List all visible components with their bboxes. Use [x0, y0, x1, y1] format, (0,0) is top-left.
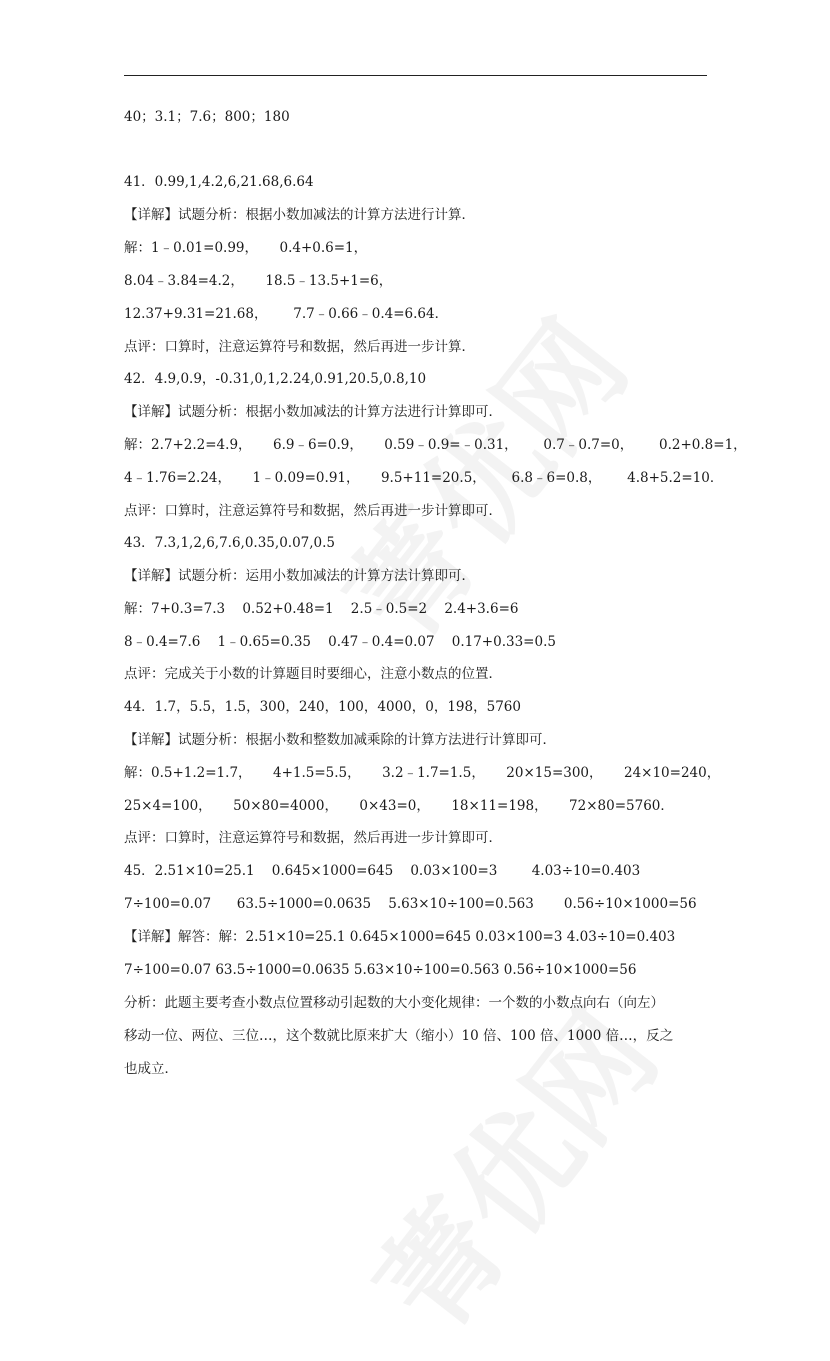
answer-45-line2: 7÷100=0.07 63.5÷1000=0.0635 5.63×10÷100=0.563 0.56÷10×1000=56: [124, 896, 697, 912]
comment-42: 点评：口算时，注意运算符号和数据，然后再进一步计算即可．: [124, 503, 502, 519]
solution-43-line2: 8﹣0.4=7.6 1﹣0.65=0.35 0.47﹣0.4=0.07 0.17+0.33=0.5: [124, 634, 556, 650]
detail-44: 【详解】试题分析：根据小数和整数加减乘除的计算方法进行计算即可．: [124, 732, 556, 748]
detail-41: 【详解】试题分析：根据小数加减法的计算方法进行计算．: [124, 207, 475, 223]
solution-41-line3: 12.37+9.31=21.68， 7.7﹣0.66﹣0.4=6.64．: [124, 306, 449, 322]
header-rule: [124, 75, 707, 76]
comment-41: 点评：口算时，注意运算符号和数据，然后再进一步计算．: [124, 339, 475, 355]
analysis-45-line3: 也成立．: [124, 1061, 178, 1077]
answer-42: 42．4.9,0.9，-0.31,0,1,2.24,0.91,20.5,0.8,10: [124, 371, 427, 387]
analysis-45-line1: 分析：此题主要考查小数点位置移动引起数的大小变化规律：一个数的小数点向右（向左）: [124, 995, 664, 1011]
solution-44-line1: 解：0.5+1.2=1.7， 4+1.5=5.5， 3.2﹣1.7=1.5， 20×15=300， 24×10=240，: [124, 765, 721, 781]
detail-45-line1: 【详解】解答：解：2.51×10=25.1 0.645×1000=645 0.03×100=3 4.03÷10=0.403: [124, 929, 676, 945]
solution-43-line1: 解：7+0.3=7.3 0.52+0.48=1 2.5﹣0.5=2 2.4+3.6=6: [124, 601, 519, 617]
answer-43: 43．7.3,1,2,6,7.6,0.35,0.07,0.5: [124, 535, 336, 551]
comment-43: 点评：完成关于小数的计算题目时要细心，注意小数点的位置．: [124, 666, 502, 682]
comment-44: 点评：口算时，注意运算符号和数据，然后再进一步计算即可．: [124, 830, 502, 846]
solution-42-line2: 4﹣1.76=2.24， 1﹣0.09=0.91， 9.5+11=20.5， 6.8﹣6=0.8， 4.8+5.2=10．: [124, 470, 724, 486]
solution-42-line1: 解：2.7+2.2=4.9， 6.9﹣6=0.9， 0.59﹣0.9=﹣0.31， 0.7﹣0.7=0， 0.2+0.8=1，: [124, 437, 747, 453]
answer-44: 44．1.7，5.5，1.5，300，240，100，4000，0，198，5760: [124, 699, 521, 715]
answer-41: 41．0.99,1,4.2,6,21.68,6.64: [124, 174, 314, 190]
solution-41-line1: 解：1﹣0.01=0.99， 0.4+0.6=1，: [124, 240, 368, 256]
analysis-45-line2: 移动一位、两位、三位…，这个数就比原来扩大（缩小）10 倍、100 倍、1000 倍…，反之: [124, 1028, 674, 1044]
detail-42: 【详解】试题分析：根据小数加减法的计算方法进行计算即可．: [124, 404, 502, 420]
solution-44-line2: 25×4=100， 50×80=4000， 0×43=0， 18×11=198， 72×80=5760．: [124, 798, 674, 814]
answer-40: 40；3.1；7.6；800；180: [124, 109, 290, 125]
solution-41-line2: 8.04﹣3.84=4.2， 18.5﹣13.5+1=6，: [124, 273, 393, 289]
answer-45-line1: 45．2.51×10=25.1 0.645×1000=645 0.03×100=3 4.03÷10=0.403: [124, 863, 641, 879]
detail-45-line2: 7÷100=0.07 63.5÷1000=0.0635 5.63×10÷100=0.563 0.56÷10×1000=56: [124, 962, 637, 978]
detail-43: 【详解】试题分析：运用小数加减法的计算方法计算即可．: [124, 568, 475, 584]
